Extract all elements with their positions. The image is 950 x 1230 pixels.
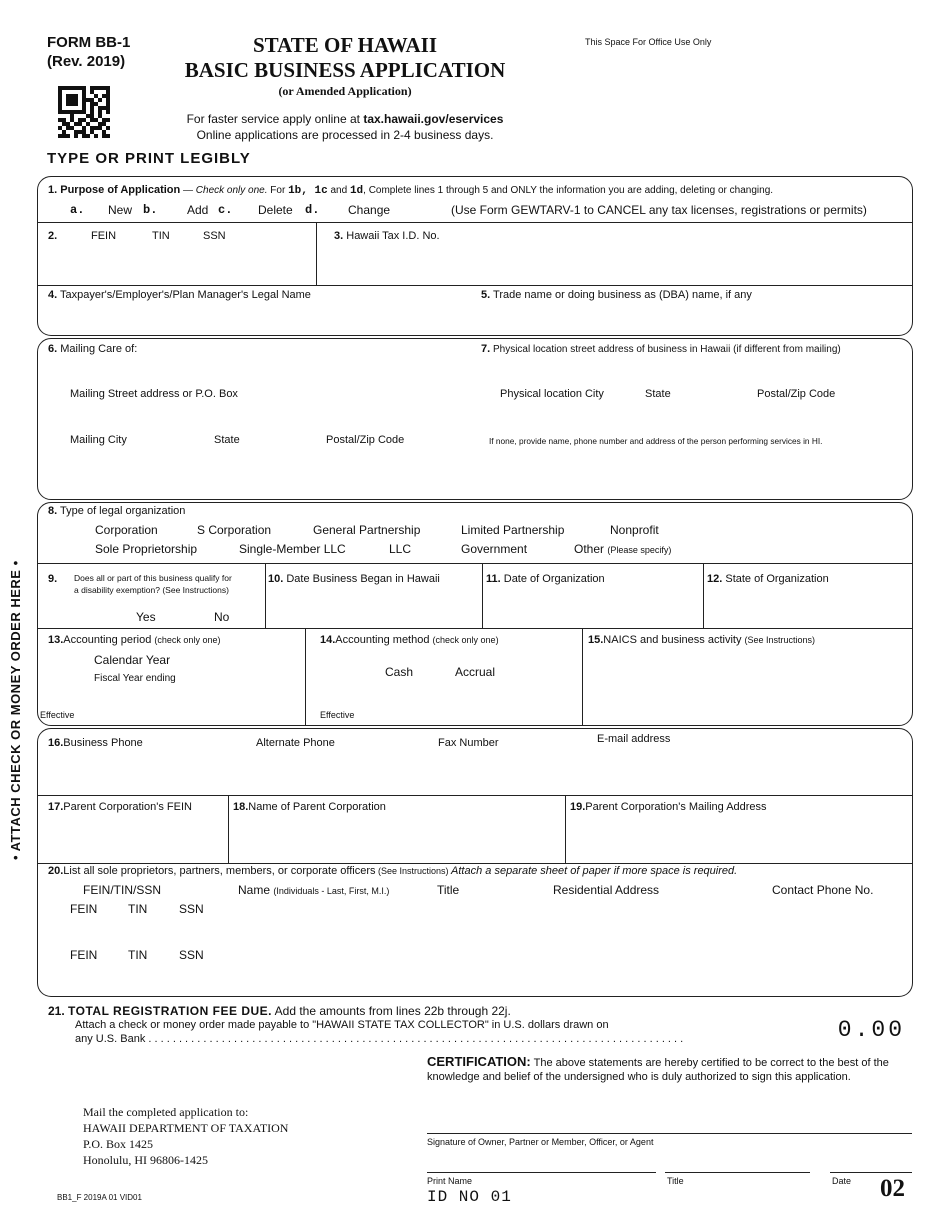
fax-number-label: Fax Number: [438, 737, 499, 749]
row2-tin[interactable]: TIN: [128, 948, 148, 962]
attach-check-side-text: • ATTACH CHECK OR MONEY ORDER HERE •: [8, 560, 23, 860]
physical-zip-label: Postal/Zip Code: [757, 388, 836, 400]
mailing-state-label: State: [214, 434, 240, 446]
legal-org-label: Type of legal organization: [60, 505, 186, 517]
qr-code-icon: [58, 86, 110, 138]
purpose-delete-option[interactable]: Delete: [258, 203, 293, 217]
legal-name-field[interactable]: [48, 305, 468, 329]
id-type-ssn[interactable]: SSN: [203, 230, 226, 242]
certification-text: CERTIFICATION: The above statements are hereby certified to be correct to the best of the knowledge and belief of the undersigned who is duly authorized to sign this application.: [427, 1054, 889, 1083]
state-organization-label: State of Organization: [725, 573, 829, 585]
mail-instruction: Mail the completed application to:: [83, 1105, 249, 1119]
fee-instructions: Attach a check or money order made payable to "HAWAII STATE TAX COLLECTOR" in U.S. dollars drawn on: [75, 1019, 609, 1031]
state-title: STATE OF HAWAII: [253, 33, 437, 57]
disability-label-2: a disability exemption? (See Instructions): [74, 585, 229, 595]
accounting-period-label: Accounting period: [63, 634, 152, 646]
purpose-new-option[interactable]: New: [108, 203, 133, 217]
purpose-add-key: b.: [143, 203, 158, 217]
title-label: Title: [667, 1176, 684, 1186]
total-fee-amount[interactable]: 0.00: [837, 1017, 905, 1043]
id-number-field[interactable]: [48, 252, 308, 278]
mail-address-block: [83, 1104, 288, 1168]
signature-label: Signature of Owner, Partner or Member, Officer, or Agent: [427, 1137, 654, 1147]
method-cash[interactable]: Cash: [385, 665, 414, 679]
mailing-city-label: Mailing City: [70, 434, 127, 446]
mail-city: Honolulu, HI 96806-1425: [83, 1153, 208, 1167]
online-note: For faster service apply online at tax.hawaii.gov/eservices: [186, 112, 504, 126]
col-phone: Contact Phone No.: [772, 883, 874, 897]
mail-po-box: P.O. Box 1425: [83, 1137, 154, 1151]
legal-name-label: Taxpayer's/Employer's/Plan Manager's Legal Name: [60, 289, 311, 301]
physical-address-label: Physical location street address of business in Hawaii (if different from mailing): [492, 344, 841, 355]
form-revision: (Rev. 2019): [47, 53, 126, 70]
org-sole-proprietorship[interactable]: Sole Proprietorship: [95, 542, 198, 556]
signature-field[interactable]: [427, 1106, 912, 1132]
id-type-tin[interactable]: TIN: [152, 230, 170, 242]
org-other[interactable]: Other: [574, 542, 605, 556]
hawaii-tax-id-label: Hawaii Tax I.D. No.: [346, 230, 440, 242]
col-title: Title: [437, 883, 460, 897]
row1-tin[interactable]: TIN: [128, 902, 148, 916]
officers-label: List all sole proprietors, partners, members, or corporate officers: [63, 865, 376, 877]
method-accrual[interactable]: Accrual: [455, 665, 496, 679]
date-organization-label: Date of Organization: [503, 573, 605, 585]
org-government[interactable]: Government: [461, 542, 528, 556]
id-type-fein[interactable]: FEIN: [91, 230, 117, 242]
online-processing-note: Online applications are processed in 2-4 business days.: [196, 128, 494, 142]
total-fee-label: TOTAL REGISTRATION FEE DUE.: [68, 1004, 272, 1018]
accounting-method-label: Accounting method: [335, 634, 430, 646]
dba-name-label: Trade name or doing business as (DBA) name, if any: [493, 289, 752, 301]
mail-dept: HAWAII DEPARTMENT OF TAXATION: [83, 1121, 289, 1135]
mailing-care-of-label: Mailing Care of:: [60, 343, 138, 355]
org-single-member-llc[interactable]: Single-Member LLC: [239, 542, 346, 556]
row1-fein[interactable]: FEIN: [70, 902, 98, 916]
hawaii-tax-id-field[interactable]: [325, 252, 905, 278]
physical-city-label: Physical location City: [500, 388, 604, 400]
section-6-7: [37, 338, 913, 500]
col-address: Residential Address: [553, 883, 660, 897]
row2-ssn[interactable]: SSN: [179, 948, 204, 962]
page-number: 02: [880, 1175, 905, 1202]
mailing-zip-label: Postal/Zip Code: [326, 434, 405, 446]
eservices-link[interactable]: tax.hawaii.gov/eservices: [363, 112, 504, 126]
org-nonprofit[interactable]: Nonprofit: [610, 523, 659, 537]
print-name-value[interactable]: ID NO 01: [427, 1188, 512, 1206]
email-label: E-mail address: [597, 733, 671, 745]
form-title: BASIC BUSINESS APPLICATION: [184, 58, 506, 82]
purpose-delete-key: c.: [218, 203, 233, 217]
phone-email-field[interactable]: [48, 758, 908, 788]
purpose-change-option[interactable]: Change: [348, 203, 391, 217]
dba-name-field[interactable]: [481, 305, 901, 329]
business-phone-label: Business Phone: [63, 737, 143, 749]
office-use-note: This Space For Office Use Only: [585, 37, 712, 47]
org-corporation[interactable]: Corporation: [95, 523, 158, 537]
cancel-note: (Use Form GEWTARV-1 to CANCEL any tax licenses, registrations or permits): [451, 203, 867, 217]
mailing-street-label: Mailing Street address or P.O. Box: [70, 388, 238, 400]
disability-yes[interactable]: Yes: [136, 610, 156, 624]
physical-state-label: State: [645, 388, 671, 400]
parent-address-label: Parent Corporation's Mailing Address: [585, 801, 767, 813]
purpose-new-key: a.: [70, 203, 85, 217]
org-llc[interactable]: LLC: [389, 542, 412, 556]
row2-fein[interactable]: FEIN: [70, 948, 98, 962]
state-organization-field[interactable]: [709, 596, 904, 620]
legibly-heading: TYPE OR PRINT LEGIBLY: [47, 150, 251, 167]
row1-ssn[interactable]: SSN: [179, 902, 204, 916]
date-organization-field[interactable]: [488, 596, 693, 620]
org-general-partnership[interactable]: General Partnership: [313, 523, 421, 537]
col-name: Name: [238, 883, 271, 897]
parent-fein-label: Parent Corporation's FEIN: [63, 801, 192, 813]
print-name-label: Print Name: [427, 1176, 473, 1186]
purpose-change-key: d.: [305, 203, 320, 217]
footer-form-code: BB1_F 2019A 01 VID01: [57, 1193, 142, 1202]
naics-label: NAICS and business activity: [603, 634, 742, 646]
date-label: Date: [832, 1176, 852, 1186]
line1-label: 1. Purpose of Application — Check only one. For 1b, 1c and 1d, Complete lines 1 through 5 and ONLY the information you are adding, deleting or changing.: [48, 184, 774, 197]
purpose-add-option[interactable]: Add: [187, 203, 209, 217]
col-fein-tin-ssn: FEIN/TIN/SSN: [83, 883, 162, 897]
naics-field[interactable]: [588, 652, 906, 718]
parent-name-label: Name of Parent Corporation: [248, 801, 386, 813]
period-effective-label: Effective: [40, 710, 75, 720]
org-limited-partnership[interactable]: Limited Partnership: [461, 523, 565, 537]
date-began-field[interactable]: [270, 596, 475, 620]
date-began-label: Date Business Began in Hawaii: [286, 573, 440, 585]
period-fiscal-year[interactable]: Fiscal Year ending: [94, 673, 176, 684]
form-id: FORM BB-1: [47, 34, 131, 51]
fee-bank-note: any U.S. Bank: [75, 1033, 146, 1045]
disability-label-1: Does all or part of this business qualify for: [74, 573, 232, 583]
line2-num: 2.: [48, 230, 58, 242]
method-effective-label: Effective: [320, 710, 355, 720]
period-calendar-year[interactable]: Calendar Year: [94, 653, 171, 667]
alternate-phone-label: Alternate Phone: [256, 737, 335, 749]
org-s-corporation[interactable]: S Corporation: [197, 523, 272, 537]
form-subtitle: (or Amended Application): [278, 84, 412, 98]
disability-no[interactable]: No: [214, 610, 230, 624]
none-provide-note: If none, provide name, phone number and address of the person performing services in HI.: [489, 436, 823, 446]
